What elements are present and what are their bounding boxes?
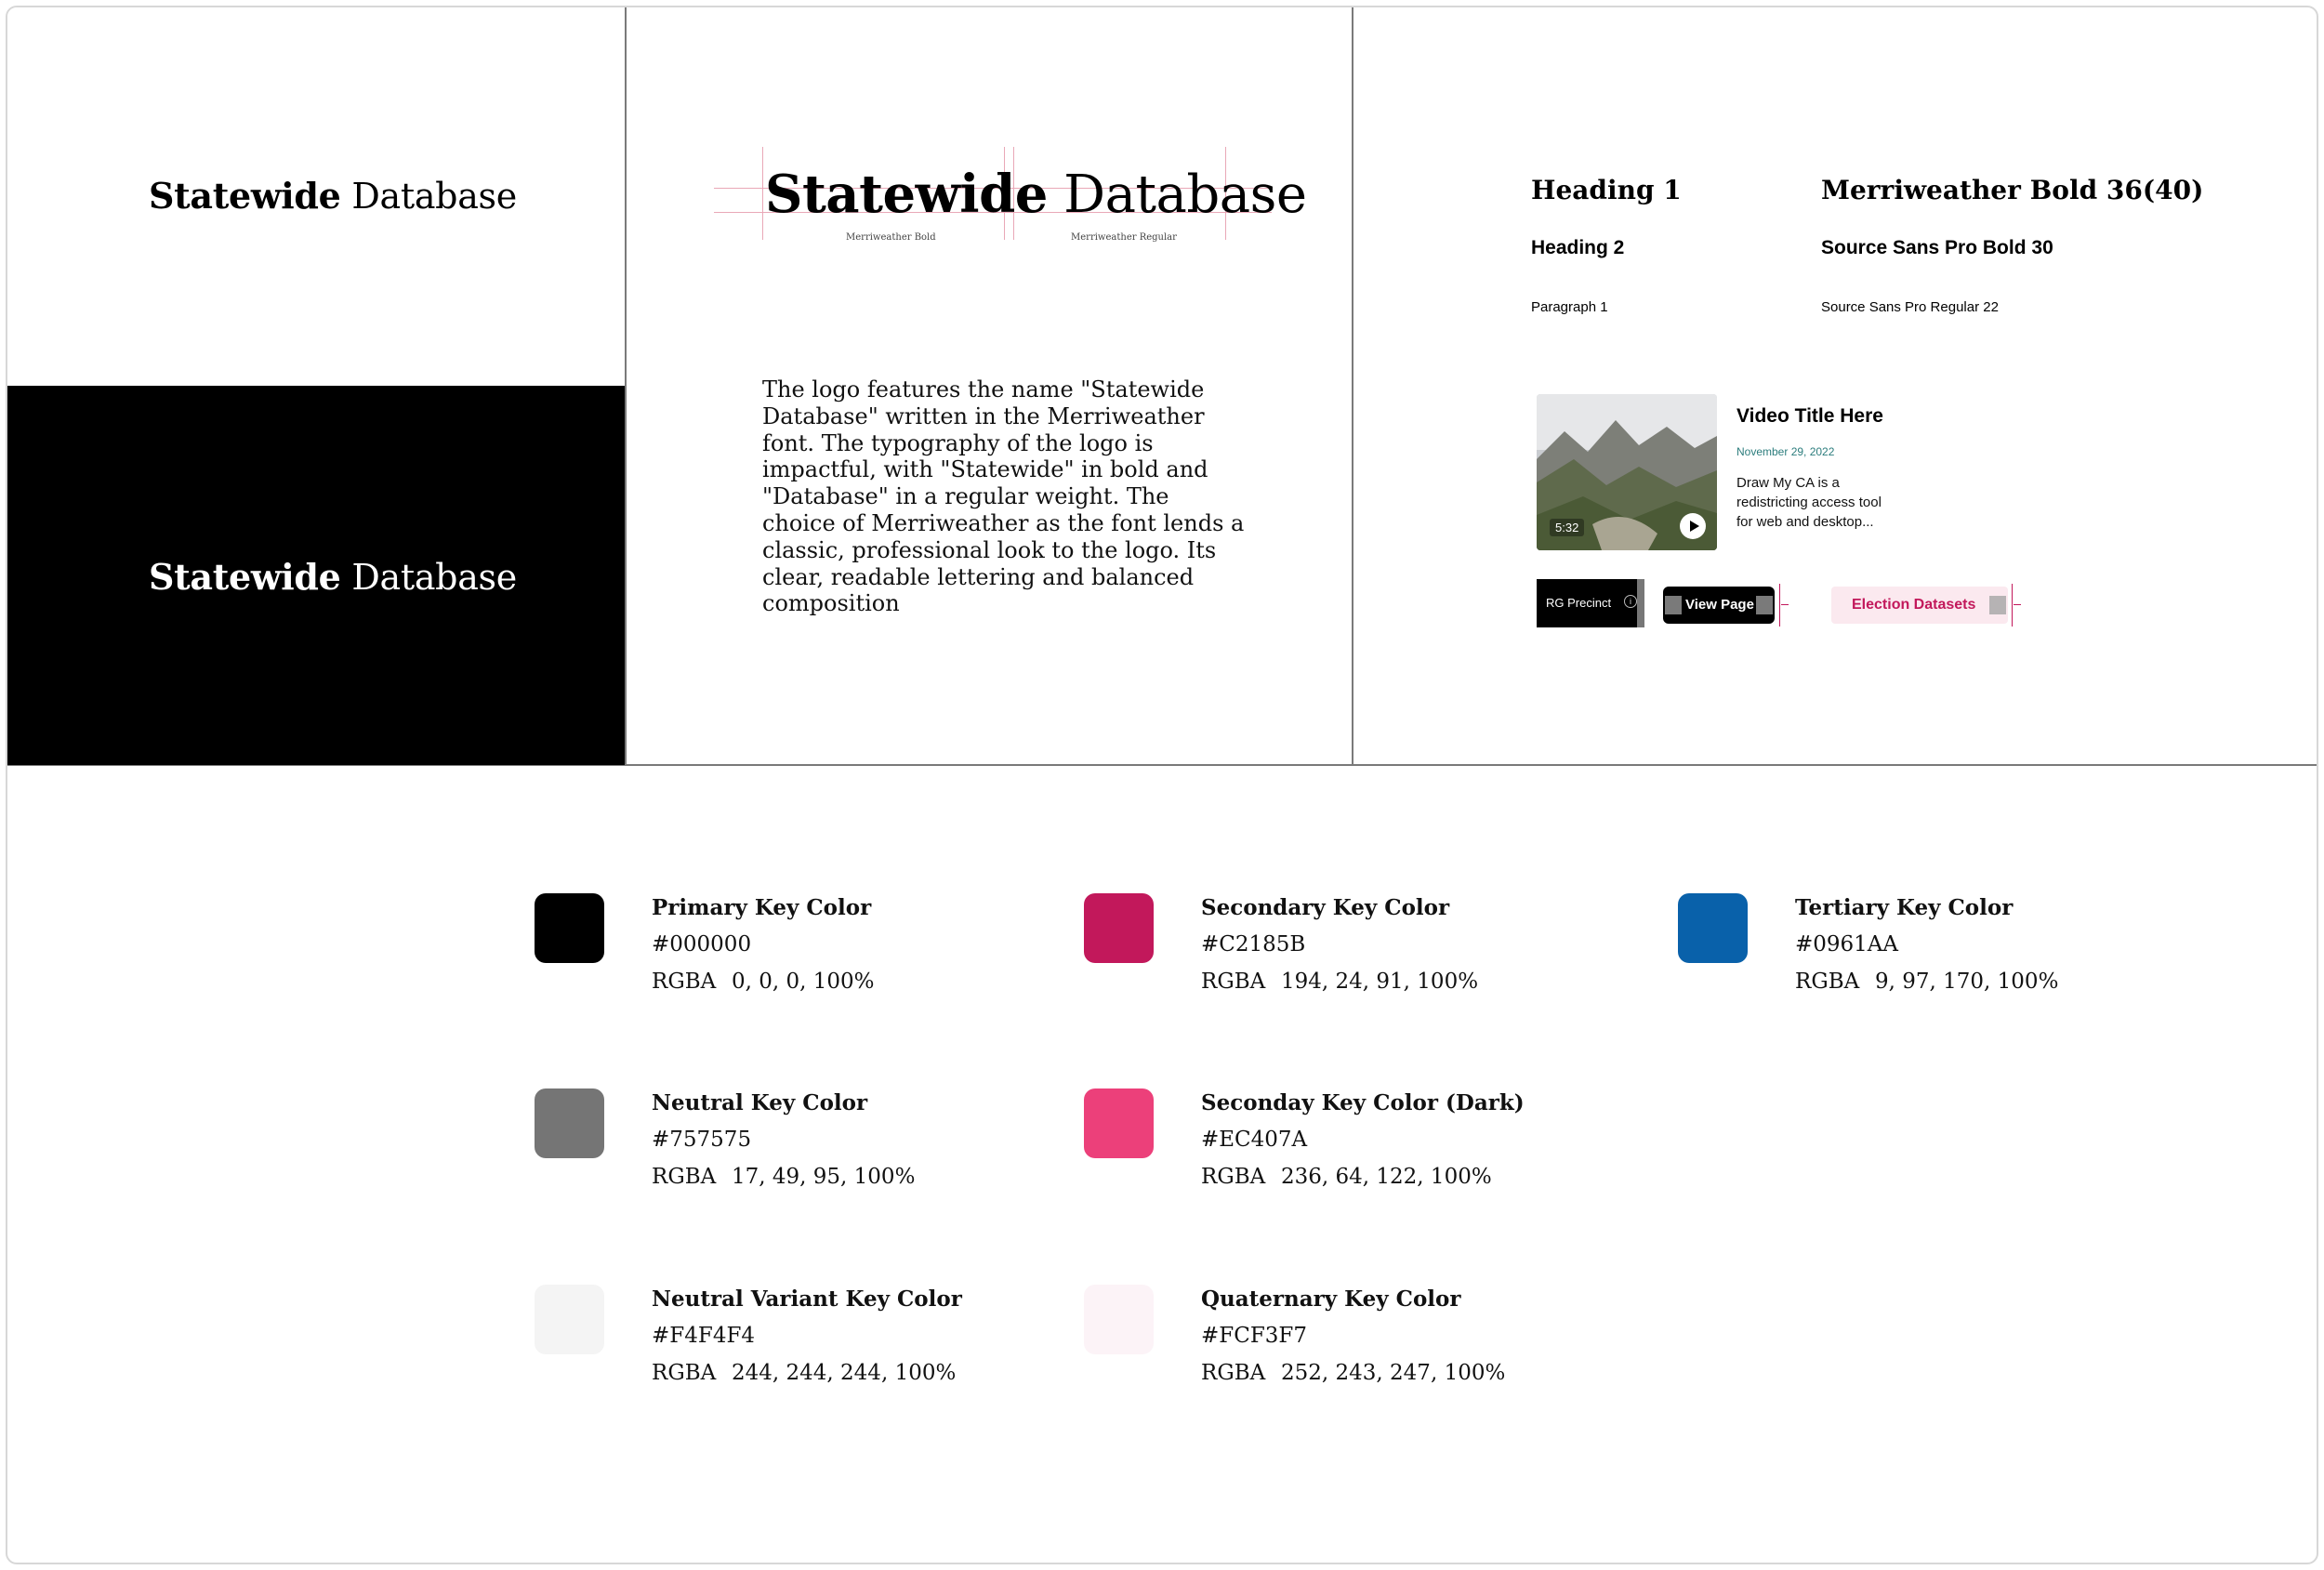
type-spec-heading-1: Merriweather Bold 36(40) bbox=[1821, 175, 2204, 205]
secondary-dark-color-swatch bbox=[1084, 1088, 1154, 1158]
rgba-label: RGBA bbox=[1201, 1361, 1266, 1385]
logo-regular-word: Database bbox=[1063, 165, 1307, 225]
color-rgba bbox=[652, 1361, 956, 1385]
type-sample-paragraph-1: Paragraph 1 bbox=[1531, 299, 1608, 315]
rgba-label: RGBA bbox=[1201, 970, 1266, 994]
color-name: Quaternary Key Color bbox=[1201, 1286, 1461, 1312]
color-hex: #000000 bbox=[652, 932, 752, 957]
primary-color-swatch bbox=[535, 893, 604, 963]
spacing-marker bbox=[2014, 604, 2021, 605]
color-hex: #C2185B bbox=[1201, 932, 1306, 957]
logo-description: The logo features the name "Statewide Database" written in the Merriweather font. The typography of the logo is impactful, with "Statewide" in bold and "Database" in a regular weight. The choice of Merriweather as the font lends a classic, professional look to the logo. Its clear, readable lettering and balanced composition bbox=[762, 376, 1245, 617]
tertiary-color-swatch bbox=[1678, 893, 1748, 963]
video-date: November 29, 2022 bbox=[1736, 445, 1835, 458]
video-description: Draw My CA is a redistricting access tool for web and desktop... bbox=[1736, 475, 1882, 530]
rgba-value: 236, 64, 122, 100% bbox=[1281, 1165, 1492, 1189]
rgba-value: 0, 0, 0, 100% bbox=[732, 970, 875, 994]
color-name: Primary Key Color bbox=[652, 895, 872, 920]
divider-vertical-2 bbox=[1352, 7, 1353, 765]
rgba-value: 252, 243, 247, 100% bbox=[1281, 1361, 1506, 1385]
rgba-value: 244, 244, 244, 100% bbox=[732, 1361, 957, 1385]
padding-indicator bbox=[1665, 596, 1682, 614]
logo-on-black-panel bbox=[7, 386, 625, 765]
rgba-label: RGBA bbox=[652, 1165, 717, 1189]
view-page-button[interactable] bbox=[1663, 587, 1775, 624]
color-rgba bbox=[1201, 970, 1478, 994]
color-hex: #757575 bbox=[652, 1128, 752, 1152]
color-hex: #F4F4F4 bbox=[652, 1324, 756, 1348]
neutral-variant-color-swatch bbox=[535, 1285, 604, 1354]
logo-on-white-panel bbox=[7, 7, 625, 386]
video-title[interactable]: Video Title Here bbox=[1736, 405, 1883, 427]
color-hex: #FCF3F7 bbox=[1201, 1324, 1308, 1348]
logo-wordmark-large bbox=[765, 164, 1306, 225]
type-sample-heading-1: Heading 1 bbox=[1531, 175, 1682, 205]
type-spec-paragraph-1: Source Sans Pro Regular 22 bbox=[1821, 299, 1999, 315]
video-duration: 5:32 bbox=[1550, 519, 1584, 536]
padding-indicator bbox=[1989, 596, 2006, 614]
color-name: Neutral Variant Key Color bbox=[652, 1286, 962, 1312]
color-rgba bbox=[652, 1165, 915, 1189]
rgba-label: RGBA bbox=[1795, 970, 1860, 994]
rgba-label: RGBA bbox=[652, 1361, 717, 1385]
spacing-marker bbox=[2012, 584, 2013, 627]
color-name: Secondary Key Color bbox=[1201, 895, 1450, 920]
padding-indicator bbox=[1756, 596, 1773, 614]
logo-bold-word: Statewide bbox=[149, 556, 341, 598]
guide-line bbox=[762, 147, 763, 240]
neutral-color-swatch bbox=[535, 1088, 604, 1158]
quaternary-color-swatch bbox=[1084, 1285, 1154, 1354]
video-thumbnail[interactable] bbox=[1537, 394, 1717, 550]
logo-bold-word: Statewide bbox=[149, 175, 341, 217]
logo-regular-word: Database bbox=[351, 557, 517, 598]
rgba-value: 17, 49, 95, 100% bbox=[732, 1165, 916, 1189]
spacing-marker bbox=[1781, 604, 1789, 605]
spacing-marker bbox=[1779, 584, 1780, 627]
logo-wordmark bbox=[149, 175, 517, 217]
color-rgba bbox=[1201, 1361, 1505, 1385]
color-rgba bbox=[652, 970, 875, 994]
rgba-label: RGBA bbox=[1201, 1165, 1266, 1189]
color-name: Neutral Key Color bbox=[652, 1090, 868, 1115]
color-hex: #EC407A bbox=[1201, 1128, 1308, 1152]
rg-precinct-label: RG Precinct bbox=[1546, 596, 1612, 610]
divider-vertical-1 bbox=[625, 7, 627, 765]
color-name: Seconday Key Color (Dark) bbox=[1201, 1090, 1525, 1115]
color-rgba bbox=[1795, 970, 2058, 994]
secondary-color-swatch bbox=[1084, 893, 1154, 963]
play-icon[interactable] bbox=[1680, 513, 1706, 539]
logo-regular-word: Database bbox=[351, 176, 517, 217]
style-guide-board bbox=[6, 6, 2318, 1564]
color-hex: #0961AA bbox=[1795, 932, 1899, 957]
caption-regular-font: Merriweather Regular bbox=[1071, 232, 1177, 243]
color-name: Tertiary Key Color bbox=[1795, 895, 2014, 920]
rg-precinct-button[interactable] bbox=[1537, 579, 1644, 627]
logo-wordmark-inverse bbox=[149, 556, 517, 598]
logo-bold-word: Statewide bbox=[765, 164, 1048, 225]
type-sample-heading-2: Heading 2 bbox=[1531, 237, 1625, 258]
rgba-value: 194, 24, 91, 100% bbox=[1281, 970, 1479, 994]
view-page-label: View Page bbox=[1685, 597, 1754, 613]
caption-bold-font: Merriweather Bold bbox=[846, 232, 936, 243]
padding-indicator bbox=[1637, 579, 1644, 627]
info-icon[interactable]: i bbox=[1624, 595, 1637, 608]
election-datasets-button[interactable] bbox=[1831, 587, 2008, 624]
color-rgba bbox=[1201, 1165, 1492, 1189]
logo-anatomy bbox=[714, 147, 1307, 249]
election-datasets-label: Election Datasets bbox=[1852, 597, 1976, 613]
rgba-label: RGBA bbox=[652, 970, 717, 994]
rgba-value: 9, 97, 170, 100% bbox=[1875, 970, 2059, 994]
type-spec-heading-2: Source Sans Pro Bold 30 bbox=[1821, 237, 2053, 258]
